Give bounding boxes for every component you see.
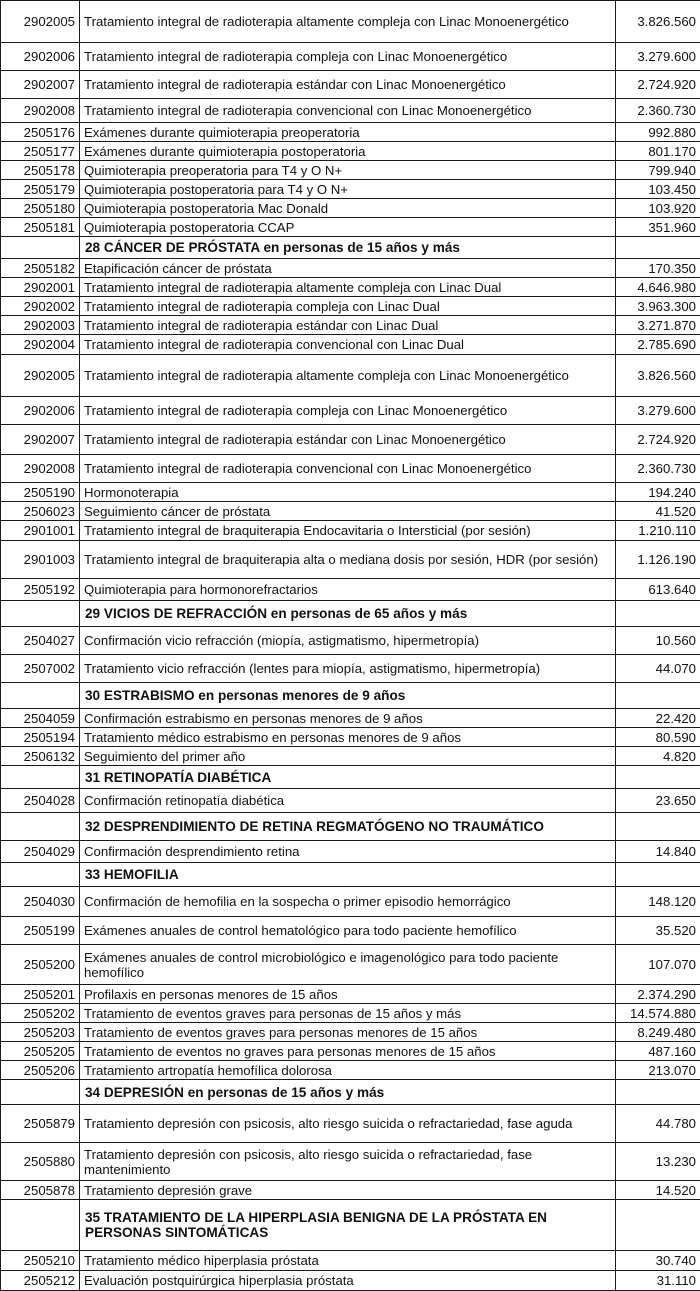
benefit-value: 41.520	[616, 502, 700, 521]
benefit-code: 2505177	[1, 142, 80, 161]
benefit-description: Tratamiento integral de radioterapia altamente compleja con Linac Monoenergético	[80, 1, 616, 43]
table-row	[1, 397, 700, 425]
table-row	[1, 502, 700, 521]
benefit-code: 2505206	[1, 1061, 80, 1080]
benefit-code: 2505880	[1, 1143, 80, 1181]
benefit-code: 2902005	[1, 1, 80, 43]
table-row	[1, 709, 700, 728]
benefit-value: 1.126.190	[616, 541, 700, 579]
benefit-description: Tratamiento vicio refracción (lentes para miopía, astigmatismo, hipermetropía)	[80, 655, 616, 683]
benefit-value: 1.210.110	[616, 521, 700, 541]
benefit-code: 2902002	[1, 297, 80, 316]
benefit-code: 2505202	[1, 1004, 80, 1023]
benefit-code	[1, 766, 80, 789]
table-row	[1, 297, 700, 316]
benefit-value: 613.640	[616, 579, 700, 601]
section-title: 28 CÁNCER DE PRÓSTATA en personas de 15 años y más	[80, 237, 616, 259]
table-row	[1, 627, 700, 655]
benefit-value: 31.110	[616, 1271, 700, 1291]
table-row	[1, 1023, 700, 1042]
benefit-description: Tratamiento de eventos graves para personas menores de 15 años	[80, 1023, 616, 1042]
benefit-description: Exámenes anuales de control hematológico para todo paciente hemofílico	[80, 917, 616, 945]
benefit-description: Exámenes anuales de control microbiológico e imagenológico para todo paciente hemofílico	[80, 945, 616, 985]
benefit-value: 170.350	[616, 259, 700, 278]
benefit-value: 10.560	[616, 627, 700, 655]
benefit-description: Confirmación retinopatía diabética	[80, 789, 616, 813]
section-title: 34 DEPRESIÓN en personas de 15 años y más	[80, 1080, 616, 1105]
table-row	[1, 887, 700, 917]
table-row	[1, 278, 700, 297]
benefit-description: Seguimiento del primer año	[80, 747, 616, 766]
benefit-value: 3.279.600	[616, 397, 700, 425]
benefit-description: Tratamiento integral de radioterapia estándar con Linac Monoenergético	[80, 71, 616, 99]
benefit-code: 2505212	[1, 1271, 80, 1291]
benefit-code: 2902006	[1, 43, 80, 71]
benefit-code: 2504059	[1, 709, 80, 728]
benefit-description: Exámenes durante quimioterapia preoperatoria	[80, 123, 616, 142]
table-row	[1, 1, 700, 43]
benefit-description: Confirmación vicio refracción (miopía, astigmatismo, hipermetropía)	[80, 627, 616, 655]
table-row	[1, 1105, 700, 1143]
benefit-code: 2902003	[1, 316, 80, 335]
benefit-code: 2902006	[1, 397, 80, 425]
benefit-code: 2902005	[1, 355, 80, 397]
benefit-value: 30.740	[616, 1251, 700, 1271]
table-row	[1, 455, 700, 483]
table-row	[1, 541, 700, 579]
section-heading-row	[1, 601, 700, 627]
benefit-code: 2507002	[1, 655, 80, 683]
benefit-code: 2505179	[1, 180, 80, 199]
table-row	[1, 99, 700, 123]
benefit-description: Profilaxis en personas menores de 15 años	[80, 985, 616, 1004]
benefit-code	[1, 1200, 80, 1251]
benefit-description: Tratamiento integral de braquiterapia Endocavitaria o Intersticial (por sesión)	[80, 521, 616, 541]
benefit-description: Tratamiento médico hiperplasia próstata	[80, 1251, 616, 1271]
benefit-value	[616, 766, 700, 789]
benefit-code: 2505190	[1, 483, 80, 502]
table-row	[1, 199, 700, 218]
benefit-description: Tratamiento depresión con psicosis, alto riesgo suicida o refractariedad, fase aguda	[80, 1105, 616, 1143]
table-row	[1, 1061, 700, 1080]
benefit-code: 2505176	[1, 123, 80, 142]
table-row	[1, 655, 700, 683]
benefit-description: Quimioterapia para hormonorefractarios	[80, 579, 616, 601]
benefit-value: 80.590	[616, 728, 700, 747]
benefit-value: 2.785.690	[616, 335, 700, 355]
benefit-value: 801.170	[616, 142, 700, 161]
table-row	[1, 43, 700, 71]
benefit-code	[1, 601, 80, 627]
section-title: 29 VICIOS DE REFRACCIÓN en personas de 65 años y más	[80, 601, 616, 627]
section-title: 35 TRATAMIENTO DE LA HIPERPLASIA BENIGNA DE LA PRÓSTATA EN PERSONAS SINTOMÁTICAS	[80, 1200, 616, 1251]
benefit-description: Tratamiento integral de radioterapia estándar con Linac Dual	[80, 316, 616, 335]
section-title: 30 ESTRABISMO en personas menores de 9 años	[80, 683, 616, 709]
benefit-code: 2505201	[1, 985, 80, 1004]
section-heading-row	[1, 1200, 700, 1251]
table-row	[1, 218, 700, 237]
benefit-description: Quimioterapia postoperatoria para T4 y O N+	[80, 180, 616, 199]
benefit-value: 44.070	[616, 655, 700, 683]
benefit-value	[616, 1080, 700, 1105]
benefit-description: Tratamiento médico estrabismo en personas menores de 9 años	[80, 728, 616, 747]
benefit-value: 487.160	[616, 1042, 700, 1061]
benefit-code: 2901001	[1, 521, 80, 541]
benefit-code: 2505180	[1, 199, 80, 218]
benefit-description: Confirmación desprendimiento retina	[80, 841, 616, 863]
benefit-description: Tratamiento de eventos graves para personas de 15 años y más	[80, 1004, 616, 1023]
benefit-value: 3.826.560	[616, 1, 700, 43]
benefit-code: 2505182	[1, 259, 80, 278]
benefit-value: 992.880	[616, 123, 700, 142]
section-title: 33 HEMOFILIA	[80, 863, 616, 887]
benefit-description: Tratamiento integral de radioterapia altamente compleja con Linac Dual	[80, 278, 616, 297]
benefit-value: 3.963.300	[616, 297, 700, 316]
benefit-description: Quimioterapia postoperatoria CCAP	[80, 218, 616, 237]
table-row	[1, 945, 700, 985]
benefit-code: 2902001	[1, 278, 80, 297]
benefit-code: 2902008	[1, 455, 80, 483]
benefit-code: 2504028	[1, 789, 80, 813]
benefit-value: 8.249.480	[616, 1023, 700, 1042]
benefit-value: 14.840	[616, 841, 700, 863]
table-row	[1, 1181, 700, 1200]
benefit-value: 213.070	[616, 1061, 700, 1080]
benefit-description: Seguimiento cáncer de próstata	[80, 502, 616, 521]
section-heading-row	[1, 863, 700, 887]
benefit-description: Tratamiento integral de radioterapia estándar con Linac Monoenergético	[80, 425, 616, 455]
benefit-code	[1, 813, 80, 841]
section-heading-row	[1, 766, 700, 789]
table-row	[1, 180, 700, 199]
table-row	[1, 483, 700, 502]
table-row	[1, 789, 700, 813]
table-row	[1, 1004, 700, 1023]
table-row	[1, 316, 700, 335]
benefit-value: 14.574.880	[616, 1004, 700, 1023]
benefit-description: Tratamiento integral de radioterapia convencional con Linac Monoenergético	[80, 99, 616, 123]
benefit-description: Quimioterapia postoperatoria Mac Donald	[80, 199, 616, 218]
benefit-value: 22.420	[616, 709, 700, 728]
benefit-code: 2505203	[1, 1023, 80, 1042]
benefit-value: 3.279.600	[616, 43, 700, 71]
benefit-value: 2.360.730	[616, 99, 700, 123]
benefit-value: 14.520	[616, 1181, 700, 1200]
benefit-value: 4.820	[616, 747, 700, 766]
benefit-code	[1, 863, 80, 887]
benefit-code: 2505194	[1, 728, 80, 747]
benefit-code: 2505181	[1, 218, 80, 237]
benefit-description: Tratamiento depresión con psicosis, alto riesgo suicida o refractariedad, fase mantenimiento	[80, 1143, 616, 1181]
section-title: 31 RETINOPATÍA DIABÉTICA	[80, 766, 616, 789]
benefit-description: Hormonoterapia	[80, 483, 616, 502]
benefit-description: Tratamiento integral de radioterapia altamente compleja con Linac Monoenergético	[80, 355, 616, 397]
benefit-value: 2.724.920	[616, 71, 700, 99]
benefit-value: 2.724.920	[616, 425, 700, 455]
table-row	[1, 259, 700, 278]
table-row	[1, 917, 700, 945]
benefit-description: Confirmación estrabismo en personas menores de 9 años	[80, 709, 616, 728]
benefit-code: 2902007	[1, 71, 80, 99]
table-row	[1, 579, 700, 601]
benefit-value: 13.230	[616, 1143, 700, 1181]
benefit-description: Tratamiento integral de radioterapia compleja con Linac Monoenergético	[80, 43, 616, 71]
table-row	[1, 335, 700, 355]
benefit-code: 2506023	[1, 502, 80, 521]
benefit-value: 103.450	[616, 180, 700, 199]
table-row	[1, 728, 700, 747]
section-heading-row	[1, 813, 700, 841]
benefit-value: 103.920	[616, 199, 700, 218]
benefit-value: 35.520	[616, 917, 700, 945]
benefit-value: 148.120	[616, 887, 700, 917]
benefit-value: 799.940	[616, 161, 700, 180]
table-row	[1, 985, 700, 1004]
benefit-description: Tratamiento integral de radioterapia compleja con Linac Dual	[80, 297, 616, 316]
benefit-code	[1, 237, 80, 259]
table-row	[1, 841, 700, 863]
section-heading-row	[1, 237, 700, 259]
benefit-description: Evaluación postquirúrgica hiperplasia próstata	[80, 1271, 616, 1291]
benefit-value: 194.240	[616, 483, 700, 502]
benefit-description: Tratamiento de eventos no graves para personas menores de 15 años	[80, 1042, 616, 1061]
benefit-value	[616, 601, 700, 627]
benefit-value: 351.960	[616, 218, 700, 237]
benefit-description: Tratamiento integral de braquiterapia alta o mediana dosis por sesión, HDR (por sesión)	[80, 541, 616, 579]
benefit-description: Etapificación cáncer de próstata	[80, 259, 616, 278]
benefit-value	[616, 683, 700, 709]
table-row	[1, 142, 700, 161]
benefit-code: 2506132	[1, 747, 80, 766]
benefit-code: 2504029	[1, 841, 80, 863]
benefit-description: Tratamiento integral de radioterapia convencional con Linac Dual	[80, 335, 616, 355]
benefit-code: 2505205	[1, 1042, 80, 1061]
benefit-value	[616, 863, 700, 887]
benefit-code: 2505878	[1, 1181, 80, 1200]
table-row	[1, 1042, 700, 1061]
benefit-description: Tratamiento integral de radioterapia convencional con Linac Monoenergético	[80, 455, 616, 483]
benefit-description: Tratamiento depresión grave	[80, 1181, 616, 1200]
table-row	[1, 355, 700, 397]
table-row	[1, 123, 700, 142]
table-row	[1, 71, 700, 99]
benefit-code: 2901003	[1, 541, 80, 579]
benefit-description: Exámenes durante quimioterapia postoperatoria	[80, 142, 616, 161]
benefit-code: 2505210	[1, 1251, 80, 1271]
benefit-code	[1, 683, 80, 709]
benefit-value: 23.650	[616, 789, 700, 813]
tariff-table-body	[1, 1, 700, 1291]
benefit-code: 2505178	[1, 161, 80, 180]
benefit-value: 4.646.980	[616, 278, 700, 297]
table-row	[1, 1271, 700, 1291]
benefit-description: Tratamiento integral de radioterapia compleja con Linac Monoenergético	[80, 397, 616, 425]
table-row	[1, 161, 700, 180]
table-row	[1, 1251, 700, 1271]
benefit-value: 107.070	[616, 945, 700, 985]
benefit-code: 2504027	[1, 627, 80, 655]
benefit-description: Confirmación de hemofilia en la sospecha o primer episodio hemorrágico	[80, 887, 616, 917]
section-heading-row	[1, 1080, 700, 1105]
section-heading-row	[1, 683, 700, 709]
benefit-code: 2504030	[1, 887, 80, 917]
benefit-code: 2902004	[1, 335, 80, 355]
benefit-value: 2.360.730	[616, 455, 700, 483]
benefit-code: 2505879	[1, 1105, 80, 1143]
section-title: 32 DESPRENDIMIENTO DE RETINA REGMATÓGENO NO TRAUMÁTICO	[80, 813, 616, 841]
benefit-value: 2.374.290	[616, 985, 700, 1004]
benefit-code	[1, 1080, 80, 1105]
benefit-code: 2902008	[1, 99, 80, 123]
benefit-code: 2505199	[1, 917, 80, 945]
benefit-value	[616, 813, 700, 841]
benefit-value: 44.780	[616, 1105, 700, 1143]
table-row	[1, 521, 700, 541]
benefit-value: 3.271.870	[616, 316, 700, 335]
table-row	[1, 425, 700, 455]
benefit-value: 3.826.560	[616, 355, 700, 397]
benefit-value	[616, 1200, 700, 1251]
benefit-code: 2902007	[1, 425, 80, 455]
benefit-value	[616, 237, 700, 259]
table-row	[1, 747, 700, 766]
benefit-code: 2505192	[1, 579, 80, 601]
benefit-description: Tratamiento artropatía hemofílica dolorosa	[80, 1061, 616, 1080]
benefit-description: Quimioterapia preoperatoria para T4 y O N+	[80, 161, 616, 180]
benefit-code: 2505200	[1, 945, 80, 985]
table-row	[1, 1143, 700, 1181]
